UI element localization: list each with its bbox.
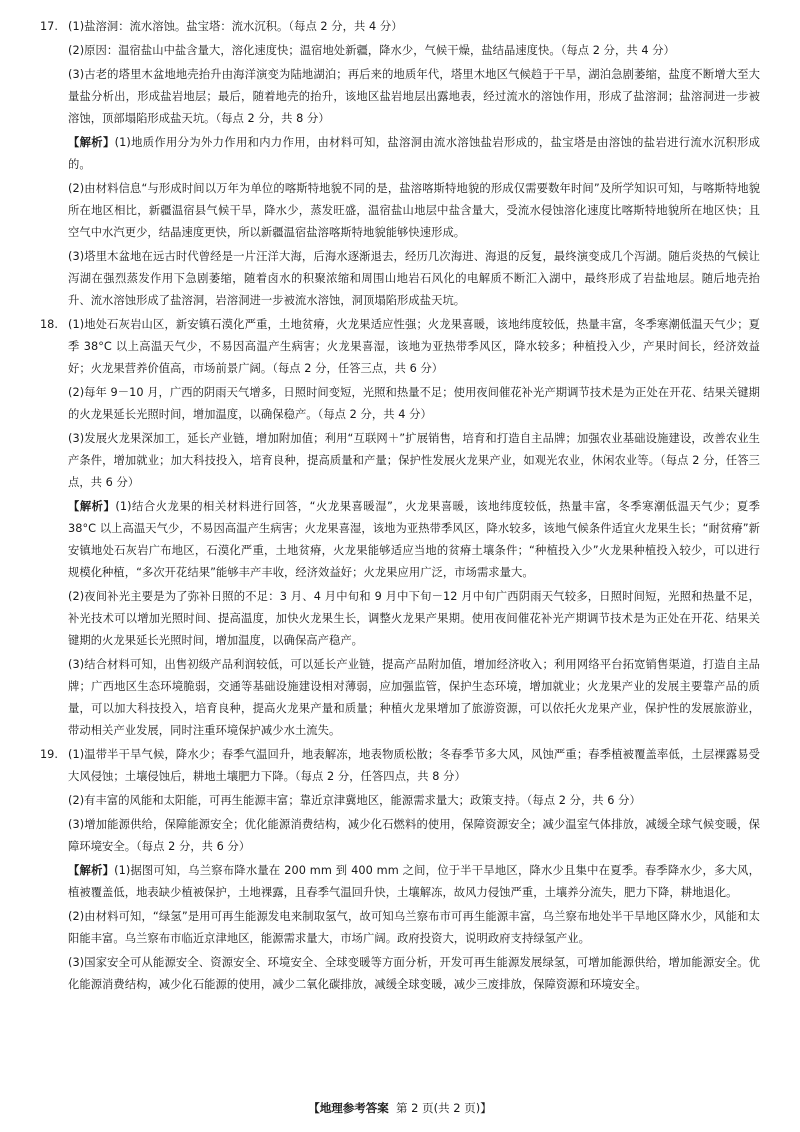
answer-part-3: (3)古老的塔里木盆地地壳抬升由海洋演变为陆地湖泊；再后来的地质年代，塔里木地区气候趋于干旱，湖泊急剧萎缩，盐度不断增大至大量盐分析出，形成盐岩地层；最后，随着地壳的抬升，该地区盐岩地层出露地表，经过流水的溶蚀作用，形成了盐溶洞；盐溶洞进一步被溶蚀，顶部塌陷形成盐天坑。（每点 2 分，共 8 分）	[68, 68, 760, 125]
analysis-part-1	[68, 132, 760, 176]
analysis-part-2: (2)由材料可知，“绿氢”是用可再生能源发电来制取氢气，故可知乌兰察布市可再生能源丰富，乌兰察布地处半干旱地区降水少，风能和太阳能丰富。乌兰察布市临近京津地区，能源需求量大，市场广阔。政府投资大，说明政府支持绿氢产业。	[68, 910, 760, 945]
analysis-label: 【解析】	[68, 864, 115, 877]
page-footer	[0, 1098, 800, 1118]
answer-part-1: (1)温带半干旱气候，降水少；春季气温回升，地表解冻，地表物质松散；冬春季节多大风，风蚀严重；春季植被覆盖率低，土层裸露易受大风侵蚀；土壤侵蚀后，耕地土壤肥力下降。（每点 2 分，任答四点，共 8 分）	[68, 748, 760, 783]
answer-part-2: (2)有丰富的风能和太阳能，可再生能源丰富；靠近京津冀地区，能源需求量大；政策支持。（每点 2 分，共 6 分）	[68, 794, 641, 807]
analysis-text: (1)结合火龙果的相关材料进行回答，“火龙果喜暖湿”，火龙果喜暖，该地纬度较低，热量丰富，冬季寒潮低温天气少；夏季 38°C 以上高温天气少，不易因高温产生病害；火龙果喜湿，该地为亚热带季风区，降水较多，该地气候条件适宜火龙果生长；“耐贫瘠”新安镇地处石灰岩广布地区，石漠化严重，土地贫瘠，火龙果能够适应当地的贫瘠土壤条件；“种植投入少”火龙果种植投入较少，可以进行规模化种植，“多次开花结果”能够丰产丰收，经济效益好；火龙果应用广泛，市场需求量大。	[68, 500, 761, 579]
answer-part-1: (1)地处石灰岩山区，新安镇石漠化严重，土地贫瘠，火龙果适应性强；火龙果喜暖，该地纬度较低，热量丰富，冬季寒潮低温天气少；夏季 38°C 以上高温天气少，不易因高温产生病害；火龙果喜湿，该地为亚热带季风区，降水较多；种植投入少，产果时间长，经济效益好；火龙果营养价值高，市场前景广阔。（每点 2 分，任答三点，共 6 分）	[68, 318, 760, 375]
answer-part-3: (3)发展火龙果深加工，延长产业链，增加附加值；利用“互联网＋”扩展销售，培育和打造自主品牌；加强农业基础设施建设，改善农业生产条件，增加就业；加大科技投入，培育良种，提高质量和产量；保护性发展火龙果产业，如观光农业，休闲农业等。（每点 2 分，任答三点，共 6 分）	[68, 432, 760, 489]
analysis-part-3: (3)结合材料可知，出售初级产品利润较低，可以延长产业链，提高产品附加值，增加经济收入；利用网络平台拓宽销售渠道，打造自主品牌；广西地区生态环境脆弱，交通等基础设施建设相对薄弱，应加强监管，保护生态环境，增加就业；火龙果产业的发展主要靠产品的质量，可以加大科技投入，培育良种，提高火龙果产量和质量；种植火龙果增加了旅游资源，可以依托火龙果产业，保护性的发展旅游业，带动相关产业发展，同时注重环境保护减少水土流失。	[68, 658, 760, 737]
analysis-label: 【解析】	[68, 136, 115, 149]
footer-page-number: 第 2 页(共 2 页)】	[396, 1101, 492, 1115]
question-19	[40, 744, 760, 996]
analysis-text: (1)地质作用分为外力作用和内力作用，由材料可知，盐溶洞由流水溶蚀盐岩形成的，盐宝塔是由溶蚀的盐岩进行流水沉积形成的。	[68, 136, 761, 171]
answer-part-3: (3)增加能源供给，保障能源安全；优化能源消费结构，减少化石燃料的使用，保障资源安全；减少温室气体排放，减缓全球气候变暖，保障环境安全。（每点 2 分，共 6 分）	[68, 818, 760, 853]
answer-part-1: (1)盐溶洞：流水溶蚀。盐宝塔：流水沉积。（每点 2 分，共 4 分）	[68, 20, 403, 33]
analysis-part-2: (2)夜间补光主要是为了弥补日照的不足：3 月、4 月中旬和 9 月中下旬－12 月中旬广西阴雨天气较多，日照时间短，光照和热量不足，补光技术可以增加光照时间、提高温度，加快火龙果生长，调整火龙果产果期。使用夜间催花补光产期调节技术是为正处在开花、结果关键期的火龙果延长光照时间，增加温度，以确保高产稳产。	[68, 590, 760, 647]
answer-part-2: (2)每年 9－10 月，广西的阴雨天气增多，日照时间变短，光照和热量不足；使用夜间催花补光产期调节技术是为正处在开花、结果关键期的火龙果延长光照时间，增加温度，以确保稳产。（每点 2 分，共 4 分）	[68, 386, 760, 421]
analysis-part-1	[68, 496, 760, 584]
analysis-part-2: (2)由材料信息“与形成时间以万年为单位的喀斯特地貌不同的是，盐溶喀斯特地貌的形成仅需要数年时间”及所学知识可知，与喀斯特地貌所在地区相比，新疆温宿县气候干旱，降水少，蒸发旺盛，温宿盐山地层中盐含量大，受流水侵蚀溶化速度比喀斯特地貌所在地区快；且空气中水汽更少，结晶速度更快，所以新疆温宿盐溶喀斯特地貌能够快速形成。	[68, 182, 760, 239]
analysis-text: (1)据图可知，乌兰察布降水量在 200 mm 到 400 mm 之间，位于半干旱地区，降水少且集中在夏季。春季降水少，多大风，植被覆盖低，地表缺少植被保护，土地裸露，且春季气温回升快，土壤解冻，故风力侵蚀严重，土壤养分流失，肥力下降，耕地退化。	[68, 864, 760, 899]
footer-title: 【地理参考答案	[308, 1101, 389, 1115]
question-number: 17.	[40, 20, 58, 33]
question-number: 19.	[40, 748, 58, 761]
analysis-part-3: (3)国家安全可从能源安全、资源安全、环境安全、全球变暖等方面分析，开发可再生能源发展绿氢，可增加能源供给，增加能源安全。优化能源消费结构，减少化石能源的使用，减少二氧化碳排放，减缓全球变暖，减少三废排放，保障资源和环境安全。	[68, 956, 760, 991]
analysis-part-1	[68, 860, 760, 904]
question-18	[40, 314, 761, 742]
analysis-label: 【解析】	[68, 500, 116, 513]
answer-part-2: (2)原因：温宿盐山中盐含量大，溶化速度快；温宿地处新疆，降水少，气候干燥，盐结晶速度快。（每点 2 分，共 4 分）	[68, 44, 675, 57]
question-number: 18.	[40, 318, 58, 331]
analysis-part-3: (3)塔里木盆地在远古时代曾经是一片汪洋大海，后海水逐渐退去，经历几次海进、海退的反复，最终演变成几个泻湖。随后炎热的气候让泻湖在强烈蒸发作用下急剧萎缩，随着卤水的积聚浓缩和周围山地岩石风化的电解质不断汇入湖中，最终形成了岩盐地层。随后地壳抬升、流水溶蚀形成了盐溶洞，岩溶洞进一步被流水溶蚀，洞顶塌陷形成盐天坑。	[68, 250, 760, 307]
question-17	[40, 16, 761, 312]
